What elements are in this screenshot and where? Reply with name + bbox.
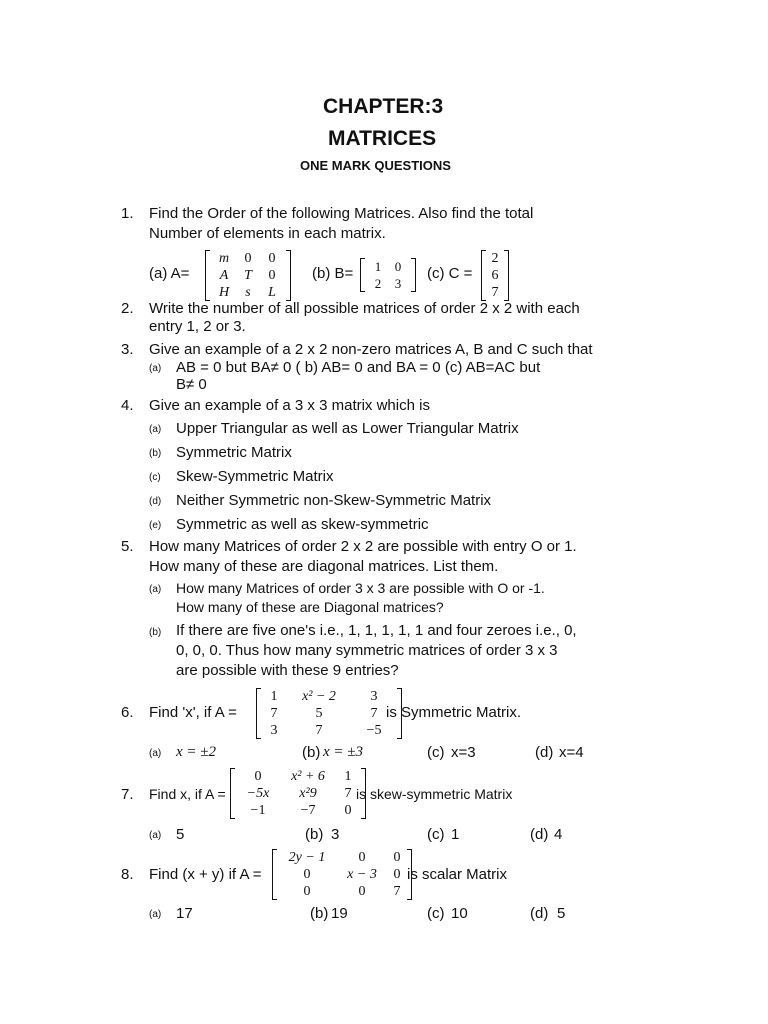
option-label: (c): [427, 905, 445, 922]
option-text: How many Matrices of order 3 x 3 are possible with O or -1.: [176, 580, 545, 596]
question-number: 7.: [121, 786, 134, 803]
question-text: How many Matrices of order 2 x 2 are possible with entry O or 1.: [149, 538, 577, 555]
option-label: (b) B=: [312, 265, 354, 282]
question-text: Give an example of a 3 x 3 matrix which is: [149, 397, 430, 414]
question-text: Give an example of a 2 x 2 non-zero matrices A, B and C such that: [149, 341, 593, 358]
option-text: 1: [451, 826, 460, 843]
question-text: Number of elements in each matrix.: [149, 225, 386, 242]
page-title: MATRICES: [328, 127, 437, 150]
option-label: (d): [149, 496, 162, 507]
option-label: (a) A=: [149, 265, 190, 282]
option-label: (c): [149, 472, 161, 483]
option-text: x=3: [451, 744, 476, 761]
option-text: 5: [557, 905, 566, 922]
option-label: (a): [149, 748, 162, 759]
option-label: (d): [535, 744, 554, 761]
option-label: (c) C =: [427, 265, 473, 282]
question-number: 8.: [121, 866, 134, 883]
question-number: 2.: [121, 300, 134, 317]
question-number: 6.: [121, 704, 134, 721]
section-subtitle: ONE MARK QUESTIONS: [300, 158, 451, 173]
option-text: If there are five one's i.e., 1, 1, 1, 1, 1 and four zeroes i.e., 0,: [176, 622, 577, 639]
option-label: (b): [305, 826, 324, 843]
matrix-q7: 0 x² + 6 1 −5x x²9 7 −1 −7 0: [230, 768, 366, 819]
option-label: (d): [530, 905, 549, 922]
option-label: (a): [149, 424, 162, 435]
matrix-c: 2 6 7: [481, 250, 509, 301]
matrix-q6: 1 x² − 2 3 7 5 7 3 7 −5: [256, 688, 402, 739]
option-text: x=4: [559, 744, 584, 761]
question-number: 1.: [121, 205, 134, 222]
option-label: (c): [427, 826, 445, 843]
option-text: Skew-Symmetric Matrix: [176, 468, 334, 485]
option-label: (b): [310, 905, 329, 922]
option-text: 0, 0, 0. Thus how many symmetric matrices of order 3 x 3: [176, 642, 558, 659]
question-text: entry 1, 2 or 3.: [149, 318, 246, 335]
question-text: is Symmetric Matrix.: [386, 704, 521, 721]
option-text: are possible with these 9 entries?: [176, 662, 399, 679]
option-text: 3: [331, 826, 340, 843]
option-text: Neither Symmetric non-Skew-Symmetric Matrix: [176, 492, 492, 509]
question-text: Find (x + y) if A =: [149, 866, 262, 883]
option-text: Upper Triangular as well as Lower Triangular Matrix: [176, 420, 519, 437]
option-text: x = ±3: [323, 744, 364, 760]
question-text: B≠ 0: [176, 376, 207, 393]
option-label: (c): [427, 744, 445, 761]
option-label: (d): [530, 826, 549, 843]
question-text: is skew-symmetric Matrix: [356, 786, 513, 802]
option-label: (b): [302, 744, 321, 761]
option-text: 5: [176, 826, 185, 843]
option-text: 17: [176, 905, 193, 922]
option-text: How many of these are Diagonal matrices?: [176, 599, 444, 615]
question-number: 5.: [121, 538, 134, 555]
option-text: 19: [331, 905, 348, 922]
matrix-q8: 2y − 1 0 0 0 x − 3 0 0 0 7: [272, 849, 412, 900]
question-text: Find x, if A =: [149, 786, 226, 802]
option-text: 10: [451, 905, 468, 922]
question-text: Find the Order of the following Matrices. Also find the total: [149, 205, 534, 222]
option-label: (a): [149, 584, 162, 595]
option-text: Symmetric Matrix: [176, 444, 292, 461]
option-label: (e): [149, 520, 162, 531]
option-label: (a): [149, 830, 162, 841]
matrix-a: m 0 0 A T 0 H s L: [205, 250, 291, 301]
option-label: (b): [149, 448, 162, 459]
option-label: (a): [149, 363, 162, 374]
matrix-b: 1 0 2 3: [360, 258, 416, 292]
question-text: Write the number of all possible matrices of order 2 x 2 with each: [149, 300, 580, 317]
chapter-heading: CHAPTER:3: [323, 95, 444, 118]
question-text: Find 'x', if A =: [149, 704, 237, 721]
option-text: 4: [554, 826, 563, 843]
question-number: 3.: [121, 341, 134, 358]
option-label: (a): [149, 909, 162, 920]
option-text: Symmetric as well as skew-symmetric: [176, 516, 429, 533]
question-text: is scalar Matrix: [407, 866, 508, 883]
option-text: x = ±2: [176, 744, 217, 760]
question-text: AB = 0 but BA≠ 0 ( b) AB= 0 and BA = 0 (c) AB=AC but: [176, 359, 541, 376]
option-label: (b): [149, 627, 162, 638]
question-text: How many of these are diagonal matrices. List them.: [149, 558, 499, 575]
question-number: 4.: [121, 397, 134, 414]
